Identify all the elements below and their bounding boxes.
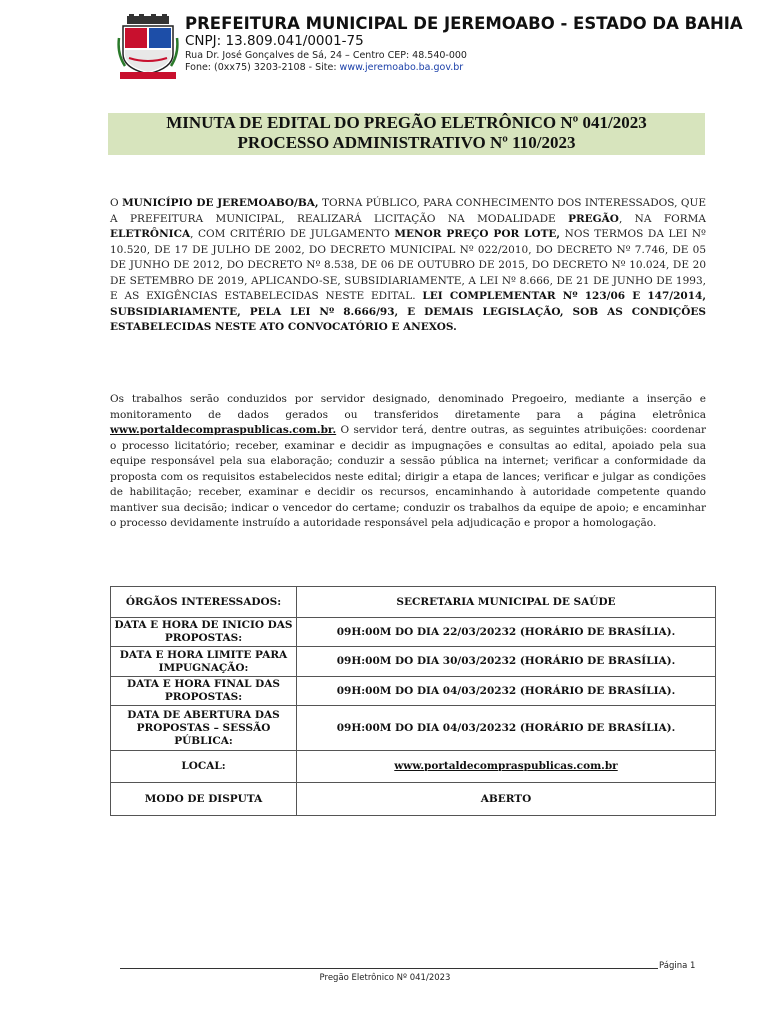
row-value: 09H:00M DO DIA 22/03/20232 (HORÁRIO DE BRASÍLIA). <box>297 618 716 647</box>
row-label: DATA E HORA LIMITE PARA IMPUGNAÇÃO: <box>111 647 297 677</box>
row-label: ÓRGÃOS INTERESSADOS: <box>111 587 297 618</box>
duties-paragraph: Os trabalhos serão conduzidos por servidor designado, denominado Pregoeiro, mediante a inserção e monitoramento de dados gerados ou transferidos diretamente para a página eletrônica www.portaldecompraspublicas.com.br. O servidor terá, dentre outras, as seguintes atribuições: coordenar o processo licitatório; receber, examinar e decidir as impugnações e consultas ao edital, apoiado pela sua equipe responsável pela sua elaboração; conduzir a sessão pública na internet; verificar a conformidade da proposta com os requisitos estabelecidos neste edital; dirigir a etapa de lances; verificar e julgar as condições de habilitação; receber, examinar e decidir os recursos, encaminhando à autoridade competente quando mantiver sua decisão; indicar o vencedor do certame; conduzir os trabalhos da equipe de apoio; e encaminhar o processo devidamente instruído a autoridade responsável pela adjudicação e propor a homologação. <box>110 393 706 529</box>
table-row <box>111 751 716 783</box>
row-label: DATA E HORA FINAL DAS PROPOSTAS: <box>111 677 297 706</box>
address: Rua Dr. José Gonçalves de Sá, 24 – Centro CEP: 48.540-000 <box>185 50 467 61</box>
page-number: Página 1 <box>659 961 696 971</box>
footer-rule <box>120 968 658 969</box>
local-link[interactable]: www.portaldecompraspublicas.com.br <box>394 760 618 772</box>
row-value: 09H:00M DO DIA 04/03/20232 (HORÁRIO DE BRASÍLIA). <box>297 677 716 706</box>
row-label: DATA E HORA DE INICIO DAS PROPOSTAS: <box>111 618 297 647</box>
footer-doc-name: Pregão Eletrônico Nº 041/2023 <box>319 973 451 983</box>
cnpj: CNPJ: 13.809.041/0001-75 <box>185 33 364 49</box>
phone: Fone: (0xx75) 3203-2108 - Site: <box>185 62 340 73</box>
table-row <box>111 587 716 618</box>
intro-paragraph: O MUNICÍPIO DE JEREMOABO/BA, TORNA PÚBLICO, PARA CONHECIMENTO DOS INTERESSADOS, QUE A PREFEITURA MUNICIPAL, REALIZARÁ LICITAÇÃO NA MODALIDADE PREGÃO, NA FORMA ELETRÔNICA, COM CRITÉRIO DE JULGAMENTO MENOR PREÇO POR LOTE, NOS TERMOS DA LEI Nº 10.520, DE 17 DE JULHO DE 2002, DO DECRETO MUNICIPAL Nº 022/2010, DO DECRETO Nº 7.746, DE 05 DE JUNHO DE 2012, DO DECRETO Nº 8.538, DE 06 DE OUTUBRO DE 2015, DO DECRETO Nº 10.024, DE 20 DE SETEMBRO DE 2019, APLICANDO-SE, SUBSIDIARIAMENTE, A LEI Nº 8.666, DE 21 DE JUNHO DE 1993, E AS EXIGÊNCIAS ESTABELECIDAS NESTE EDITAL. LEI COMPLEMENTAR Nº 123/06 E 147/2014, SUBSIDIARIAMENTE, PELA LEI Nº 8.666/93, E DEMAIS LEGISLAÇÃO, SOB AS CONDIÇÕES ESTABELECIDAS NESTE ATO CONVOCATÓRIO E ANEXOS. <box>110 197 707 333</box>
row-label: LOCAL: <box>111 751 297 783</box>
procurement-info-table <box>110 586 716 816</box>
document-title <box>108 113 705 155</box>
row-label: MODO DE DISPUTA <box>111 783 297 816</box>
municipality-title: PREFEITURA MUNICIPAL DE JEREMOABO - ESTADO DA BAHIA <box>185 14 743 33</box>
title-line-2: PROCESSO ADMINISTRATIVO Nº 110/2023 <box>237 133 576 152</box>
row-value: 09H:00M DO DIA 30/03/20232 (HORÁRIO DE BRASÍLIA). <box>297 647 716 677</box>
site-link[interactable]: www.jeremoabo.ba.gov.br <box>339 62 464 73</box>
row-value: 09H:00M DO DIA 04/03/20232 (HORÁRIO DE BRASÍLIA). <box>297 706 716 751</box>
row-value: ABERTO <box>297 783 716 816</box>
row-label: DATA DE ABERTURA DAS PROPOSTAS – SESSÃO PÚBLICA: <box>111 706 297 751</box>
table-row <box>111 618 716 647</box>
coat-of-arms-icon <box>117 14 179 80</box>
row-value <box>297 751 716 783</box>
contact-line <box>185 62 743 74</box>
table-row <box>111 677 716 706</box>
letterhead <box>117 14 743 84</box>
portal-link[interactable]: www.portaldecompraspublicas.com.br. <box>110 424 337 436</box>
row-value: SECRETARIA MUNICIPAL DE SAÚDE <box>297 587 716 618</box>
title-line-1: MINUTA DE EDITAL DO PREGÃO ELETRÔNICO Nº 041/2023 <box>166 113 647 132</box>
table-row <box>111 706 716 751</box>
table-row <box>111 783 716 816</box>
table-row <box>111 647 716 677</box>
